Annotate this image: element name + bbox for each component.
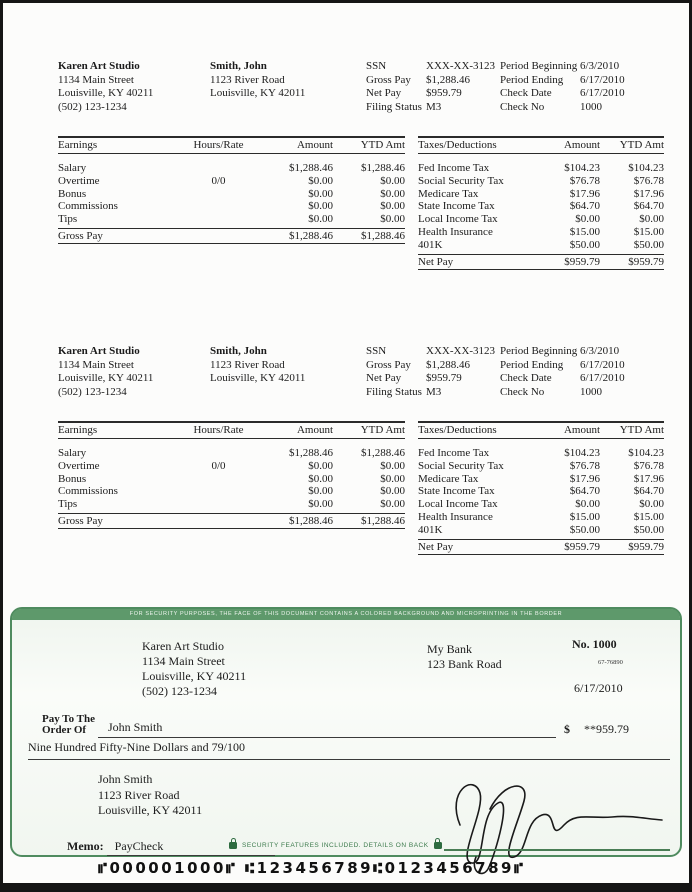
bank-block: [427, 642, 502, 672]
filing-status-value: M3: [426, 100, 442, 113]
employee-city: Louisville, KY 42011: [210, 87, 306, 99]
check-date-value: 6/17/2010: [580, 372, 625, 384]
employee-city: Louisville, KY 42011: [210, 372, 306, 384]
summary-labels: SSN Gross Pay Net Pay Filing Status: [366, 345, 422, 398]
lock-icon: [229, 842, 237, 849]
taxes-header: Taxes/Deductions Amount YTD Amt: [418, 136, 664, 154]
period-ending-value: 6/17/2010: [580, 73, 625, 86]
earnings-header: Earnings Hours/Rate Amount YTD Amt: [58, 136, 405, 154]
table-row: Medicare Tax $17.96 $17.96: [418, 187, 664, 200]
period-labels: Period Beginning Period Ending Check Date Check No: [500, 60, 578, 113]
amount-words: Nine Hundred Fifty-Nine Dollars and 79/100: [28, 740, 670, 760]
table-row: Health Insurance $15.00 $15.00: [418, 225, 664, 238]
table-row: Overtime 0/0 $0.00 $0.00: [58, 174, 405, 187]
employer-street: 1134 Main Street: [58, 73, 134, 86]
net-pay-value: $959.79: [426, 372, 462, 384]
period-labels: Period Beginning Period Ending Check Date Check No: [500, 345, 578, 398]
net-pay-row: Net Pay $959.79 $959.79: [418, 540, 664, 553]
table-row: Salary $1,288.46 $1,288.46: [58, 162, 405, 174]
taxes-table: [418, 421, 664, 555]
taxes-header: Taxes/Deductions Amount YTD Amt: [418, 421, 664, 439]
security-banner: FOR SECURITY PURPOSES, THE FACE OF THIS DOCUMENT CONTAINS A COLORED BACKGROUND AND MICROPRINTING IN THE BORDER: [12, 609, 680, 620]
table-row: Health Insurance $15.00 $15.00: [418, 510, 664, 523]
table-row: Bonus $0.00 $0.00: [58, 472, 405, 485]
table-row: Social Security Tax $76.78 $76.78: [418, 174, 664, 187]
table-row: Overtime 0/0 $0.00 $0.00: [58, 459, 405, 472]
security-note: SECURITY FEATURES INCLUDED. DETAILS ON BACK: [224, 842, 447, 849]
memo-label: Memo:: [67, 839, 104, 853]
pay-stub-middle: [58, 345, 664, 575]
micr-line: ⑈000001000⑈ ⑆123456789⑆0123456789⑈: [98, 859, 526, 877]
employee-street: 1123 River Road: [210, 358, 285, 371]
table-row: Commissions $0.00 $0.00: [58, 485, 405, 498]
table-row: Fed Income Tax $104.23 $104.23: [418, 162, 664, 174]
gross-pay-row: Gross Pay $1,288.46 $1,288.46: [58, 514, 405, 527]
payee-address-block: John Smith 1123 River Road Louisville, KY 42011: [98, 772, 203, 817]
table-row: Fed Income Tax $104.23 $104.23: [418, 447, 664, 459]
net-pay-row: Net Pay $959.79 $959.79: [418, 255, 664, 268]
bank-address: 123 Bank Road: [427, 657, 502, 671]
employer-phone: (502) 123-1234: [58, 385, 127, 398]
table-row: Local Income Tax $0.00 $0.00: [418, 498, 664, 511]
employee-name: Smith, John: [210, 345, 267, 357]
pay-to-label: Pay To The Order Of: [42, 713, 95, 736]
signature-line: [444, 849, 670, 851]
table-row: State Income Tax $64.70 $64.70: [418, 200, 664, 213]
check-employer-block: Karen Art Studio 1134 Main Street Louisville, KY 40211 (502) 123-1234: [142, 639, 247, 698]
check-employer-name: Karen Art Studio: [142, 639, 224, 653]
payee-name: John Smith: [108, 720, 163, 734]
gross-pay-value: $1,288.46: [426, 358, 470, 371]
summary-labels: SSN Gross Pay Net Pay Filing Status: [366, 60, 422, 113]
memo-value: PayCheck: [107, 839, 275, 856]
period-values: [580, 60, 625, 114]
earnings-table: [58, 421, 405, 529]
employer-street: 1134 Main Street: [58, 358, 134, 371]
payee-line: [98, 711, 556, 738]
employer-address-block: [58, 60, 153, 114]
lock-icon: [434, 842, 442, 849]
ssn-value: XXX-XX-3123: [426, 345, 496, 357]
employee-street: 1123 River Road: [210, 73, 285, 86]
pay-stub-top: [58, 60, 664, 290]
employer-city: Louisville, KY 40211: [58, 87, 154, 99]
check-no-value: 1000: [580, 100, 602, 113]
check-number: No. 1000: [572, 637, 617, 651]
gross-pay-row: Gross Pay $1,288.46 $1,288.46: [58, 229, 405, 242]
table-row: Tips $0.00 $0.00: [58, 498, 405, 511]
table-row: State Income Tax $64.70 $64.70: [418, 485, 664, 498]
check-date-value: 6/17/2010: [580, 87, 625, 99]
bank-name: My Bank: [427, 642, 472, 656]
employee-name: Smith, John: [210, 60, 267, 72]
table-row: Social Security Tax $76.78 $76.78: [418, 459, 664, 472]
dollar-sign: $: [564, 722, 570, 736]
amount-numeric: **959.79: [584, 722, 629, 736]
net-pay-value: $959.79: [426, 87, 462, 99]
period-beginning-value: 6/3/2010: [580, 345, 620, 357]
employer-city: Louisville, KY 40211: [58, 372, 154, 384]
table-row: 401K $50.00 $50.00: [418, 523, 664, 536]
paycheck: [10, 607, 682, 857]
table-row: Salary $1,288.46 $1,288.46: [58, 447, 405, 459]
employer-address-block: [58, 345, 153, 399]
period-ending-value: 6/17/2010: [580, 358, 625, 371]
table-row: Medicare Tax $17.96 $17.96: [418, 472, 664, 485]
table-row: Tips $0.00 $0.00: [58, 213, 405, 226]
summary-values: [426, 60, 495, 114]
employer-name: Karen Art Studio: [58, 60, 140, 72]
ssn-value: XXX-XX-3123: [426, 60, 496, 72]
table-row: 401K $50.00 $50.00: [418, 238, 664, 251]
table-row: Bonus $0.00 $0.00: [58, 187, 405, 200]
employer-name: Karen Art Studio: [58, 345, 140, 357]
earnings-header: Earnings Hours/Rate Amount YTD Amt: [58, 421, 405, 439]
period-values: [580, 345, 625, 399]
gross-pay-value: $1,288.46: [426, 73, 470, 86]
check-no-value: 1000: [580, 385, 602, 398]
filing-status-value: M3: [426, 385, 442, 398]
table-row: Commissions $0.00 $0.00: [58, 200, 405, 213]
table-row: Local Income Tax $0.00 $0.00: [418, 213, 664, 226]
summary-values: [426, 345, 495, 399]
employee-address-block: [210, 345, 305, 386]
employee-address-block: [210, 60, 305, 101]
earnings-table: [58, 136, 405, 244]
period-beginning-value: 6/3/2010: [580, 60, 620, 72]
taxes-table: [418, 136, 664, 270]
check-date: 6/17/2010: [574, 681, 623, 695]
routing-fraction: 67-76890: [598, 659, 623, 666]
employer-phone: (502) 123-1234: [58, 100, 127, 113]
